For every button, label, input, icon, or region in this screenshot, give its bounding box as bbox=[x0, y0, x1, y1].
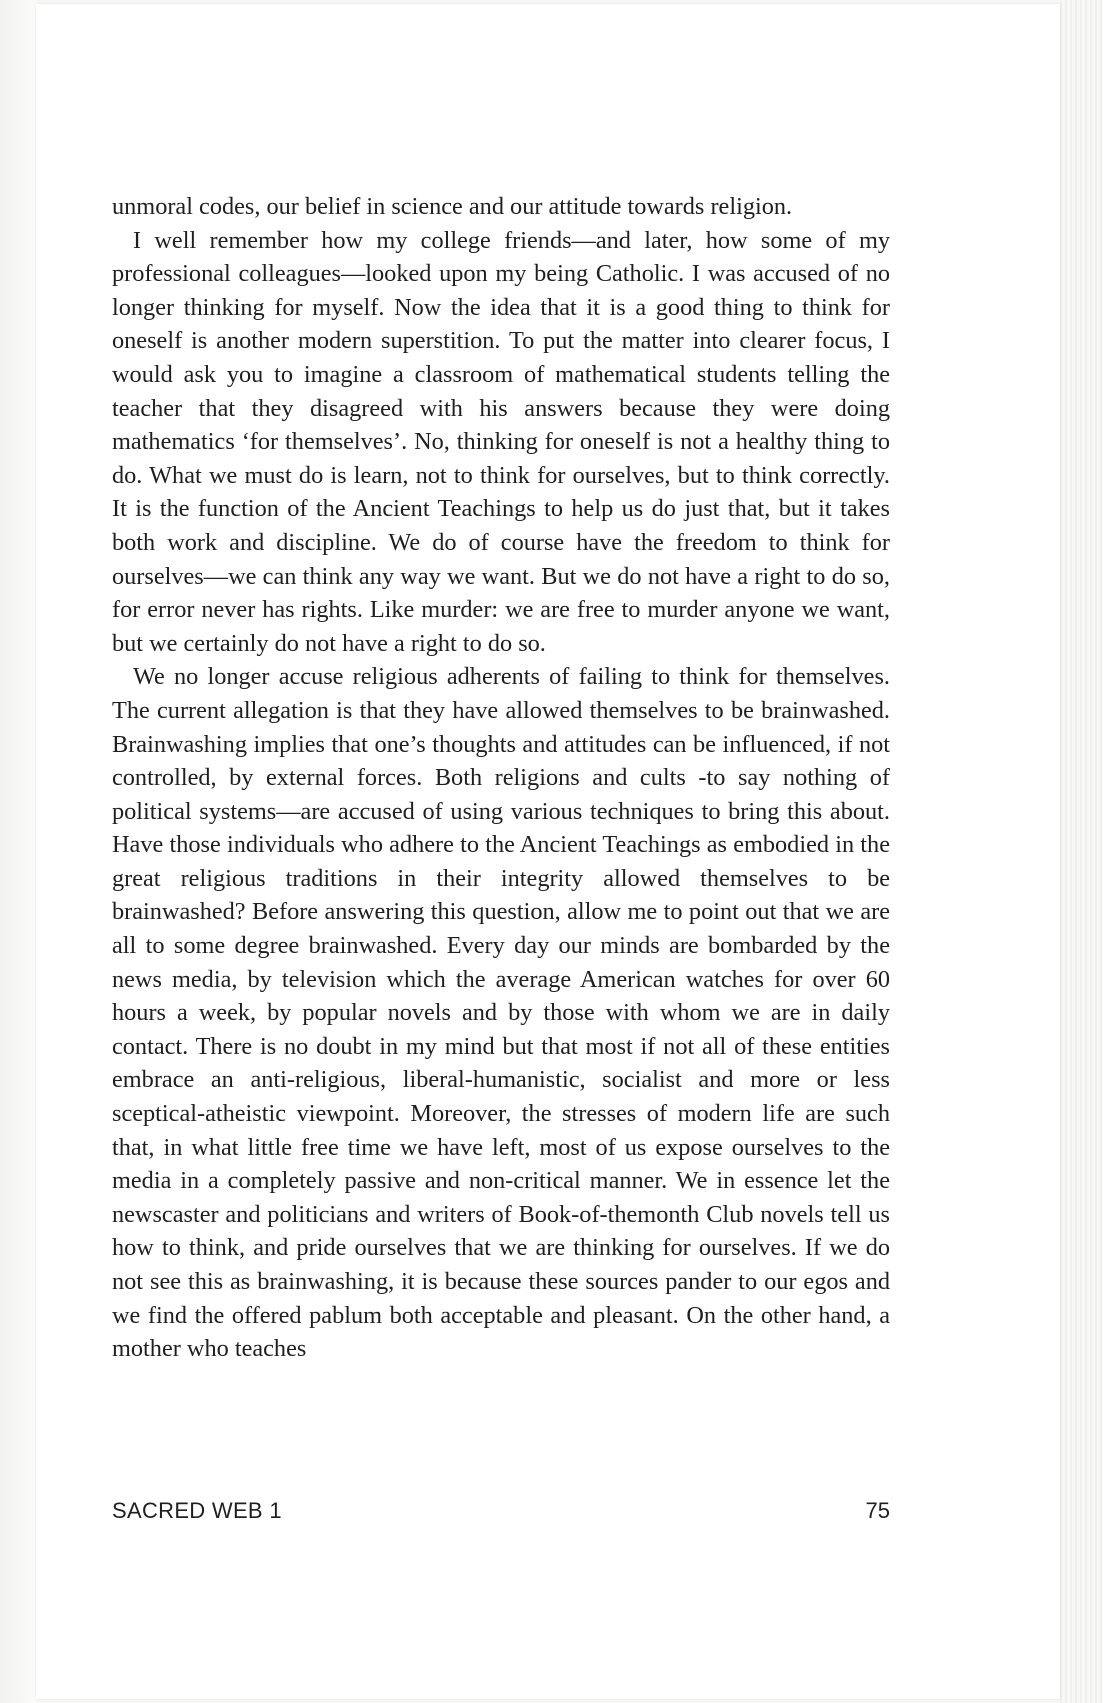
journal-title: SACRED WEB 1 bbox=[112, 1498, 282, 1523]
paragraph-1: unmoral codes, our belief in science and our attitude towards religion. bbox=[112, 193, 793, 220]
page-footer bbox=[112, 1498, 890, 1532]
paragraph-2: I well remember how my college friends—and later, how some of my professional colleagues—looked upon my being Catholic. I was accused of no longer thinking for myself. Now the idea that it is a good thing to think for oneself is another modern superstition. To put the matter into clearer focus, I would ask you to imagine a classroom of mathematical students telling the teacher that they disagreed with his answers because they were doing mathematics ‘for themselves’. No, thinking for oneself is not a healthy thing to do. What we must do is learn, not to think for ourselves, but to think correctly. It is the function of the Ancient Teachings to help us do just that, but it takes both work and discipline. We do of course have the freedom to think for ourselves—we can think any way we want. But we do not have a right to do so, for error never has rights. Like murder: we are free to murder anyone we want, but we certainly do not have a right to do so. bbox=[112, 226, 890, 657]
page-number: 75 bbox=[865, 1498, 890, 1523]
scan-right-page-edges bbox=[1060, 0, 1103, 1703]
scan-left-margin bbox=[0, 0, 36, 1703]
paragraph-3: We no longer accuse religious adherents of failing to think for themselves. The current allegation is that they have allowed themselves to be brainwashed. Brainwashing implies that one’s thoughts and attitudes can be influenced, if not controlled, by external forces. Both religions and cults -to say nothing of political systems—are accused of using various techniques to bring this about. Have those individuals who adhere to the Ancient Teachings as embodied in the great religious traditions in their integrity allowed themselves to be brainwashed? Before answering this question, allow me to point out that we are all to some degree brainwashed. Every day our minds are bombarded by the news media, by television which the average American watches for over 60 hours a week, by popular novels and by those with whom we are in daily contact. There is no doubt in my mind but that most if not all of these entities embrace an anti-religious, liberal-humanistic, socialist and more or less sceptical-atheistic viewpoint. Moreover, the stresses of modern life are such that, in what little free time we have left, most of us expose ourselves to the media in a completely passive and non-critical manner. We in essence let the newscaster and politicians and writers of Book-of-themonth Club novels tell us how to think, and pride ourselves that we are thinking for ourselves. If we do not see this as brainwashing, it is because these sources pander to our egos and we find the offered pablum both acceptable and pleasant. On the other hand, a mother who teaches bbox=[112, 663, 890, 1363]
body-text bbox=[112, 190, 890, 1366]
